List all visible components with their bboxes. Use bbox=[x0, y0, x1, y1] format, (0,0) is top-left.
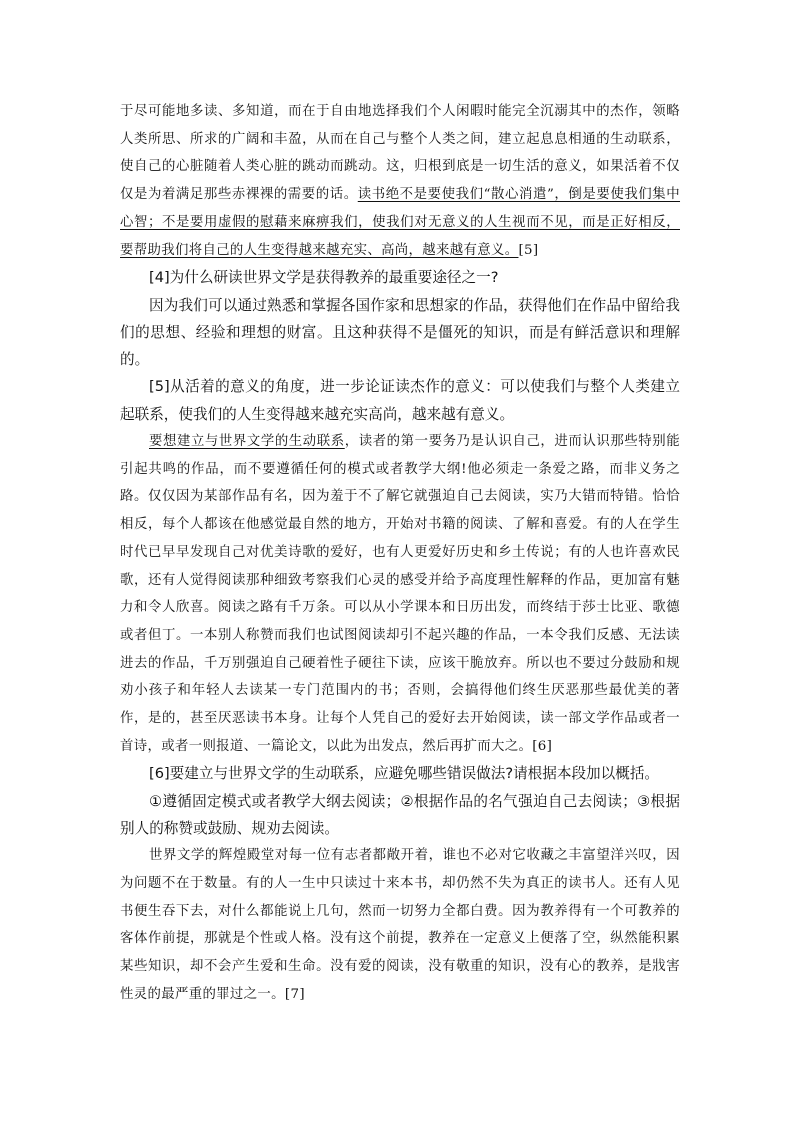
passage-mid-text: ，读者的第一要务乃是认识自己，进而认识那些特别能引起共鸣的作品，而不要遵循任何的模式或者教学大纲!他必须走一条爱之路，而非义务之路。仅仅因为某部作品有名，因为羞于不了解它就强迫自己去阅读，实乃大错而特错。恰恰相反，每个人都该在他感觉最自然的地方，开始对书籍的阅读、了解和喜爱。有的人在学生时代已早早发现自己对优美诗歌的爱好，也有人更爱好历史和乡土传说；有的人也许喜欢民歌，还有人觉得阅读那种细致考察我们心灵的感受并给予高度理性解释的作品，更加富有魅力和令人欣喜。阅读之路有千万条。可以从小学课本和日历出发，而终结于莎士比亚、歌德或者但丁。一本别人称赞而我们也试图阅读却引不起兴趣的作品，一本令我们反感、无法读进去的作品，千万别强迫自己硬着性子硬往下读，应该干脆放弃。所以也不要过分鼓励和规劝小孩子和年轻人去读某一专门范围内的书；否则，会搞得他们终生厌恶那些最优美的著作，是的，甚至厌恶读书本身。让每个人凭自己的爱好去开始阅读，读一部文学作品或者一首诗，或者一则报道、一篇论文，以此为出发点，然后再扩而大之。 bbox=[120, 434, 680, 754]
passage-mid-underlined: 要想建立与世界文学的生动联系 bbox=[149, 434, 345, 449]
question-4: [4]为什么研读世界文学是获得教养的最重要途径之一? bbox=[149, 269, 499, 287]
question-6: [6]要建立与世界文学的生动联系，应避免哪些错误做法?请根据本段加以概括。 bbox=[149, 765, 660, 783]
passage-paragraph-mid bbox=[120, 428, 680, 760]
passage-bottom-text: 世界文学的辉煌殿堂对每一位有志者都敞开着，谁也不必对它收藏之丰富望洋兴叹，因为问题不在于数量。有的人一生中只读过十来本书，却仍然不失为真正的读书人。还有人见书便生吞下去，对什么都能说上几句，然而一切努力全都白费。因为教养得有一个可教养的客体作前提，那就是个性或人格。没有这个前提，教养在一定意义上便落了空，纵然能积累某些知识，却不会产生爱和生命。没有爱的阅读，没有敬重的知识，没有心的教养，是戕害性灵的最严重的罪过之一。 bbox=[120, 848, 680, 1002]
passage-top-ref: [5] bbox=[518, 242, 539, 258]
passage-top-text: 于尽可能地多读、多知道，而在于自由地选择我们个人闲暇时能完全沉溺其中的杰作，领略人类所思、所求的广阔和丰盈，从而在自己与整个人类之间，建立起息息相通的生动联系，使自己的心脏随着人类心脏的跳动而跳动。这，归根到底是一切生活的意义，如果活着不仅仅是为着满足那些赤裸裸的需要的话。 bbox=[120, 104, 680, 203]
passage-top-underlined: 读书绝不是要使我们“散心消遣”，倒是要使我们集中心智；不是要用虚假的慰藉来麻痹我们，使我们对无意义的人生视而不见，而是正好相反，要帮助我们将自己的人生变得越来越充实、高尚，越来越有意义。 bbox=[120, 187, 681, 258]
passage-bottom-ref: [7] bbox=[284, 986, 305, 1002]
passage-paragraph-top bbox=[120, 98, 680, 264]
passage-mid-ref: [6] bbox=[532, 738, 553, 754]
question-5: [5]从活着的意义的角度，进一步论证读杰作的意义：可以使我们与整个人类建立起联系，使我们的人生变得越来越充实高尚，越来越有意义。 bbox=[120, 378, 680, 423]
passage-paragraph-bottom bbox=[120, 842, 680, 1008]
document-page bbox=[120, 98, 680, 1009]
answer-6: ①遵循固定模式或者教学大纲去阅读；②根据作品的名气强迫自己去阅读；③根据别人的称赞或鼓励、规劝去阅读。 bbox=[120, 792, 680, 838]
answer-4: 因为我们可以通过熟悉和掌握各国作家和思想家的作品，获得他们在作品中留给我们的思想、经验和理想的财富。且这种获得不是僵死的知识，而是有鲜活意识和理解的。 bbox=[120, 296, 680, 369]
